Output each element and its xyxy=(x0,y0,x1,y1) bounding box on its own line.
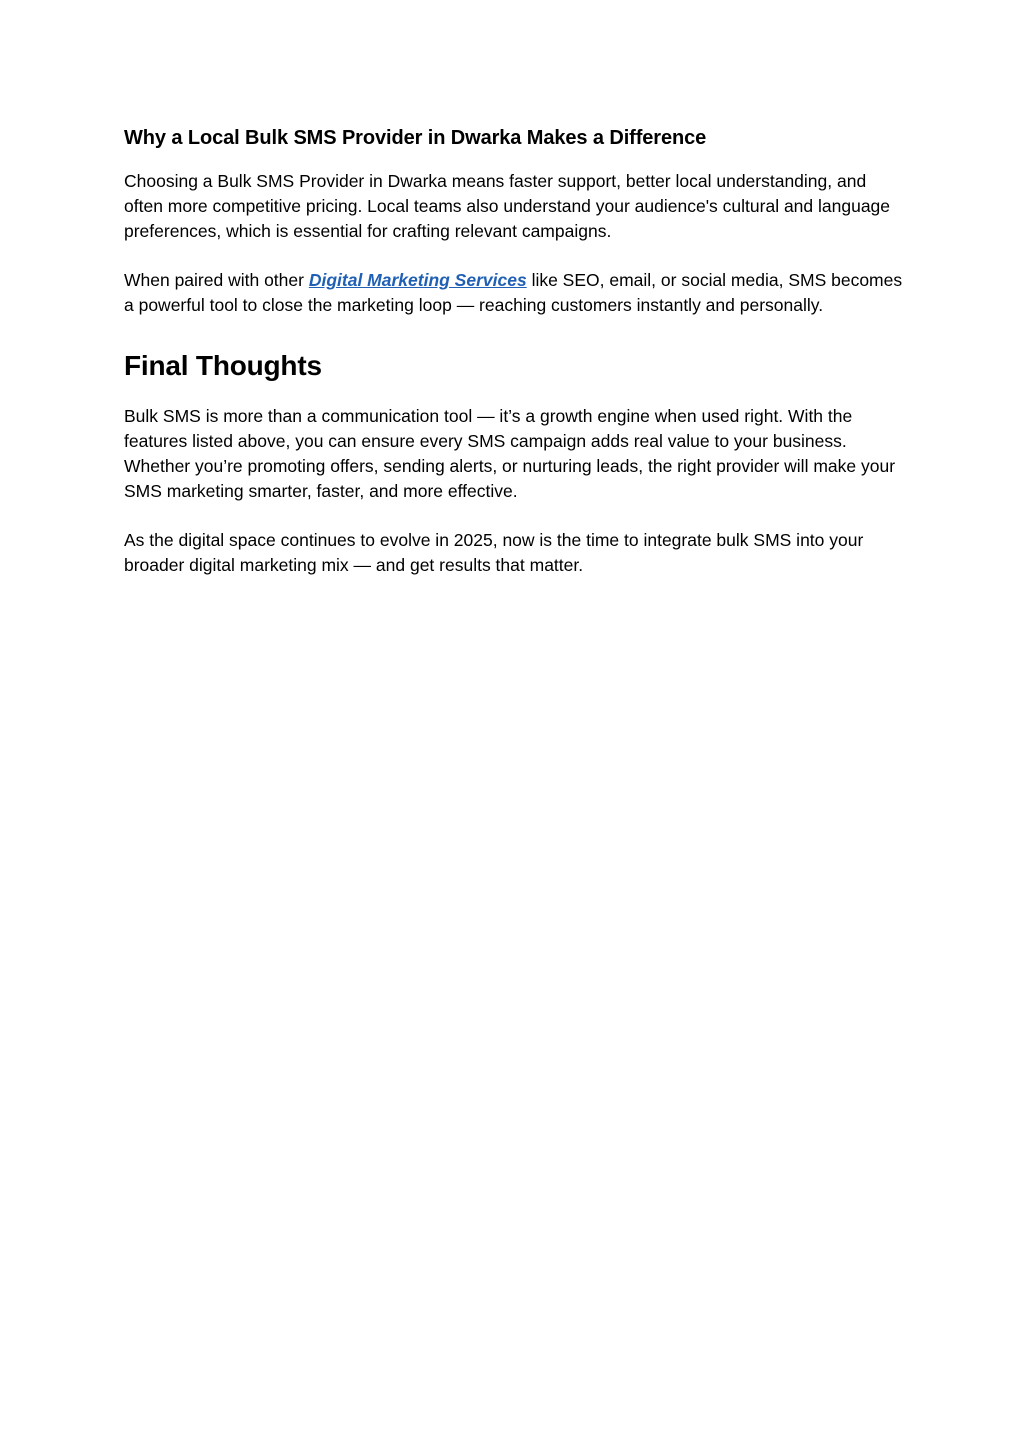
section-heading-local-provider: Why a Local Bulk SMS Provider in Dwarka Makes a Difference xyxy=(124,127,707,149)
digital-marketing-services-link[interactable]: Digital Marketing Services xyxy=(308,270,527,290)
paragraph-text-after-link: like SEO, email, or social media, SMS becomes a powerful tool to close the marketing loop — reaching customers instantly and personally. xyxy=(124,270,903,315)
document-page xyxy=(124,124,904,602)
paragraph-local-provider: Choosing a Bulk SMS Provider in Dwarka means faster support, better local understanding, and often more competitive pricing. Local teams also understand your audience's cultural and language preferences, which is essential for crafting relevant campaigns. xyxy=(124,171,891,241)
paragraph-final-thoughts-1: Bulk SMS is more than a communication tool — it’s a growth engine when used right. With the features listed above, you can ensure every SMS campaign adds real value to your business. Whether you’re promoting offers, sending alerts, or nurturing leads, the right provider will make your SMS marketing smarter, faster, and more effective. xyxy=(124,406,896,501)
paragraph-digital-marketing xyxy=(124,268,904,318)
paragraph-text-before-link: When paired with other xyxy=(124,270,309,290)
paragraph-final-thoughts-2: As the digital space continues to evolve in 2025, now is the time to integrate bulk SMS into your broader digital marketing mix — and get results that matter. xyxy=(124,530,864,575)
section-heading-final-thoughts: Final Thoughts xyxy=(124,350,322,381)
